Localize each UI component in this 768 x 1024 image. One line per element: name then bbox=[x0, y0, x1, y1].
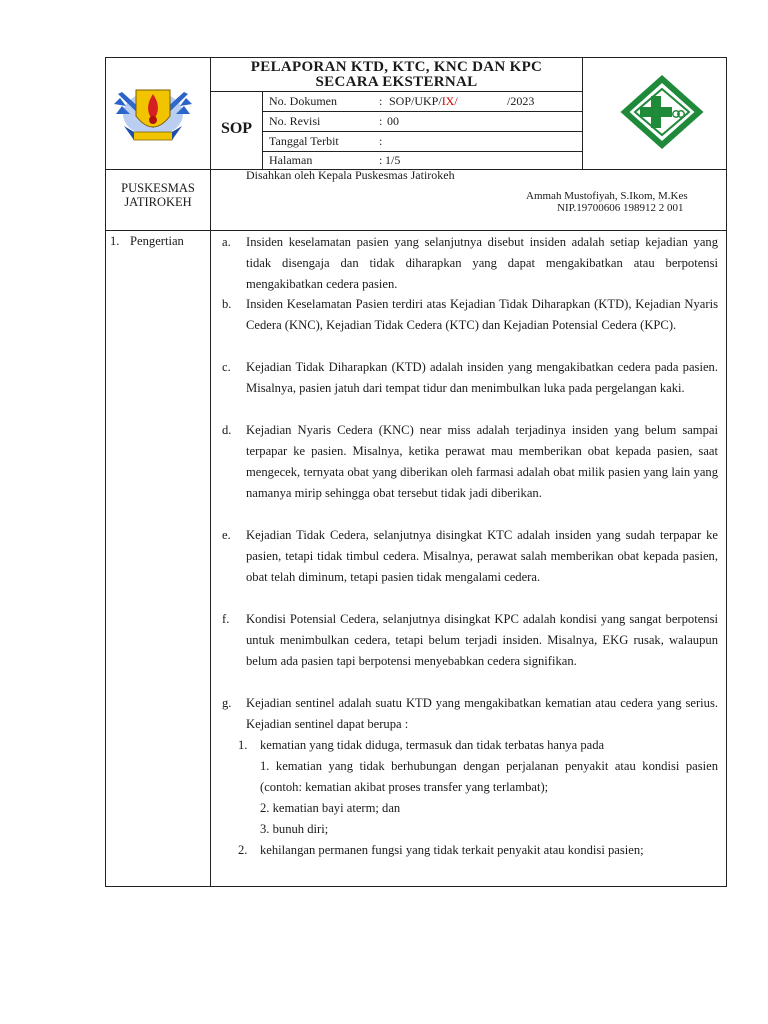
item-text: Insiden Keselamatan Pasien terdiri atas Kejadian Tidak Diharapkan (KTD), Kejadian Nyaris Cedera (KNC), Kejadian Tidak Cedera (KTC) dan Kejadian Potensial Cedera (KPC). bbox=[246, 297, 718, 332]
approval-text: Disahkan oleh Kepala Puskesmas Jatirokeh bbox=[246, 168, 455, 182]
sub-item-label: 2. bbox=[238, 843, 248, 857]
approver-nip: NIP.19700606 198912 2 001 bbox=[557, 202, 684, 214]
sub-item-text: kematian yang tidak diduga, termasuk dan tidak terbatas hanya pada bbox=[260, 738, 605, 752]
item-text: Kejadian Tidak Diharapkan (KTD) adalah insiden yang mengakibatkan cedera pada pasien. Misalnya, pasien jatuh dari tempat tidur dan menimbulkan luka pada pergelangan kaki. bbox=[246, 360, 718, 395]
item-label: g. bbox=[222, 696, 232, 710]
item-label: f. bbox=[222, 612, 230, 626]
title-line-2: SECARA EKSTERNAL bbox=[315, 74, 478, 90]
sop-label: SOP bbox=[220, 120, 253, 137]
doc-number-month: IX bbox=[441, 94, 455, 108]
meta-row-dokumen bbox=[269, 94, 579, 109]
meta-label: No. Revisi bbox=[269, 114, 321, 128]
sub-item-label: 1. bbox=[238, 738, 248, 752]
item-label: e. bbox=[222, 528, 231, 542]
item-label: c. bbox=[222, 360, 231, 374]
item-label: a. bbox=[222, 235, 231, 249]
definitions-list bbox=[222, 232, 718, 882]
organization-name bbox=[106, 181, 210, 209]
item-label: d. bbox=[222, 423, 232, 437]
doc-number-prefix: SOP/UKP/ bbox=[389, 94, 442, 108]
meta-colon: : bbox=[379, 114, 383, 128]
item-text: Kejadian Tidak Cedera, selanjutnya disingkat KTC adalah insiden yang sudah terpapar ke pasien, tetapi tidak timbul cedera. Misalnya, perawat salah memberikan obat kepada pasien, obat telah diminum, tetapi pasien tidak mengalami cedera. bbox=[246, 528, 718, 584]
meta-label: No. Dokumen bbox=[269, 94, 337, 108]
org-line-1: PUSKESMAS bbox=[121, 181, 195, 195]
meta-label: Tanggal Terbit bbox=[269, 134, 339, 148]
section-number: 1. bbox=[110, 234, 120, 248]
nested-item-text: 1. kematian yang tidak berhubungan dengan perjalanan penyakit atau kondisi pasien (contoh: kematian akibat proses transfer yang terlambat); bbox=[260, 759, 718, 794]
org-line-2: JATIROKEH bbox=[124, 195, 192, 209]
document-title bbox=[211, 60, 582, 90]
doc-number-slash: / bbox=[454, 94, 458, 108]
title-underline bbox=[210, 91, 582, 92]
section-title: Pengertian bbox=[130, 234, 184, 248]
meta-colon: : bbox=[379, 153, 383, 167]
meta-label: Halaman bbox=[269, 153, 313, 167]
approver-name: Ammah Mustofiyah, S.Ikom, M.Kes bbox=[526, 190, 688, 202]
puskesmas-logo bbox=[620, 74, 704, 150]
sop-divider bbox=[262, 91, 263, 169]
item-label: b. bbox=[222, 297, 232, 311]
nested-item-text: 3. bunuh diri; bbox=[260, 822, 329, 836]
title-line-1: PELAPORAN KTD, KTC, KNC DAN KPC bbox=[250, 59, 543, 75]
meta-value: 1/5 bbox=[385, 153, 401, 167]
meta-row-tanggal bbox=[269, 134, 579, 149]
meta-row-line-2 bbox=[262, 131, 582, 132]
item-text: Kejadian sentinel adalah suatu KTD yang mengakibatkan kematian atau cedera yang serius. Kejadian sentinel dapat berupa : bbox=[246, 696, 718, 731]
item-text: Kondisi Potensial Cedera, selanjutnya disingkat KPC adalah kondisi yang sangat berpotensi untuk menimbulkan cedera, tetapi belum terjadi insiden. Misalnya, EKG rusak, walaupun belum ada pasien tapi berpotensi menyebabkan cedera signifikan. bbox=[246, 612, 718, 668]
approval-bottom-line bbox=[105, 230, 727, 231]
item-text: Kejadian Nyaris Cedera (KNC) near miss adalah terjadinya insiden yang belum sampai terpapar ke pasien. Misalnya, ketika perawat mau memberikan obat kepada pasien, saat mengecek, ternyata obat yang diberikan oleh farmasi adalah obat milik pasien yang lain yang namanya mirip sehingga obat tersebut tidak jadi diberikan. bbox=[246, 423, 718, 500]
column-divider bbox=[210, 57, 211, 887]
nested-item-text: 2. kematian bayi aterm; dan bbox=[260, 801, 401, 815]
regency-logo bbox=[112, 76, 194, 146]
meta-row-line-3 bbox=[262, 151, 582, 152]
meta-row-halaman bbox=[269, 153, 579, 168]
meta-value bbox=[389, 94, 458, 109]
header-divider-right bbox=[582, 57, 583, 169]
table-border-top bbox=[105, 57, 727, 58]
sub-item-text: kehilangan permanen fungsi yang tidak terkait penyakit atau kondisi pasien; bbox=[260, 843, 644, 857]
meta-colon: : bbox=[379, 134, 383, 148]
meta-row-revisi bbox=[269, 114, 579, 129]
meta-value: 00 bbox=[387, 114, 399, 128]
meta-colon: : bbox=[379, 94, 383, 108]
table-border-bottom bbox=[105, 886, 727, 887]
doc-number-year: /2023 bbox=[507, 94, 535, 108]
table-border-right bbox=[726, 57, 727, 887]
meta-row-line-1 bbox=[262, 111, 582, 112]
item-text: Insiden keselamatan pasien yang selanjutnya disebut insiden adalah setiap kejadian yang tidak disengaja dan tidak diharapkan yang dapat mengakibatkan atau berpotensi mengakibatkan cedera pasien. bbox=[246, 235, 718, 291]
